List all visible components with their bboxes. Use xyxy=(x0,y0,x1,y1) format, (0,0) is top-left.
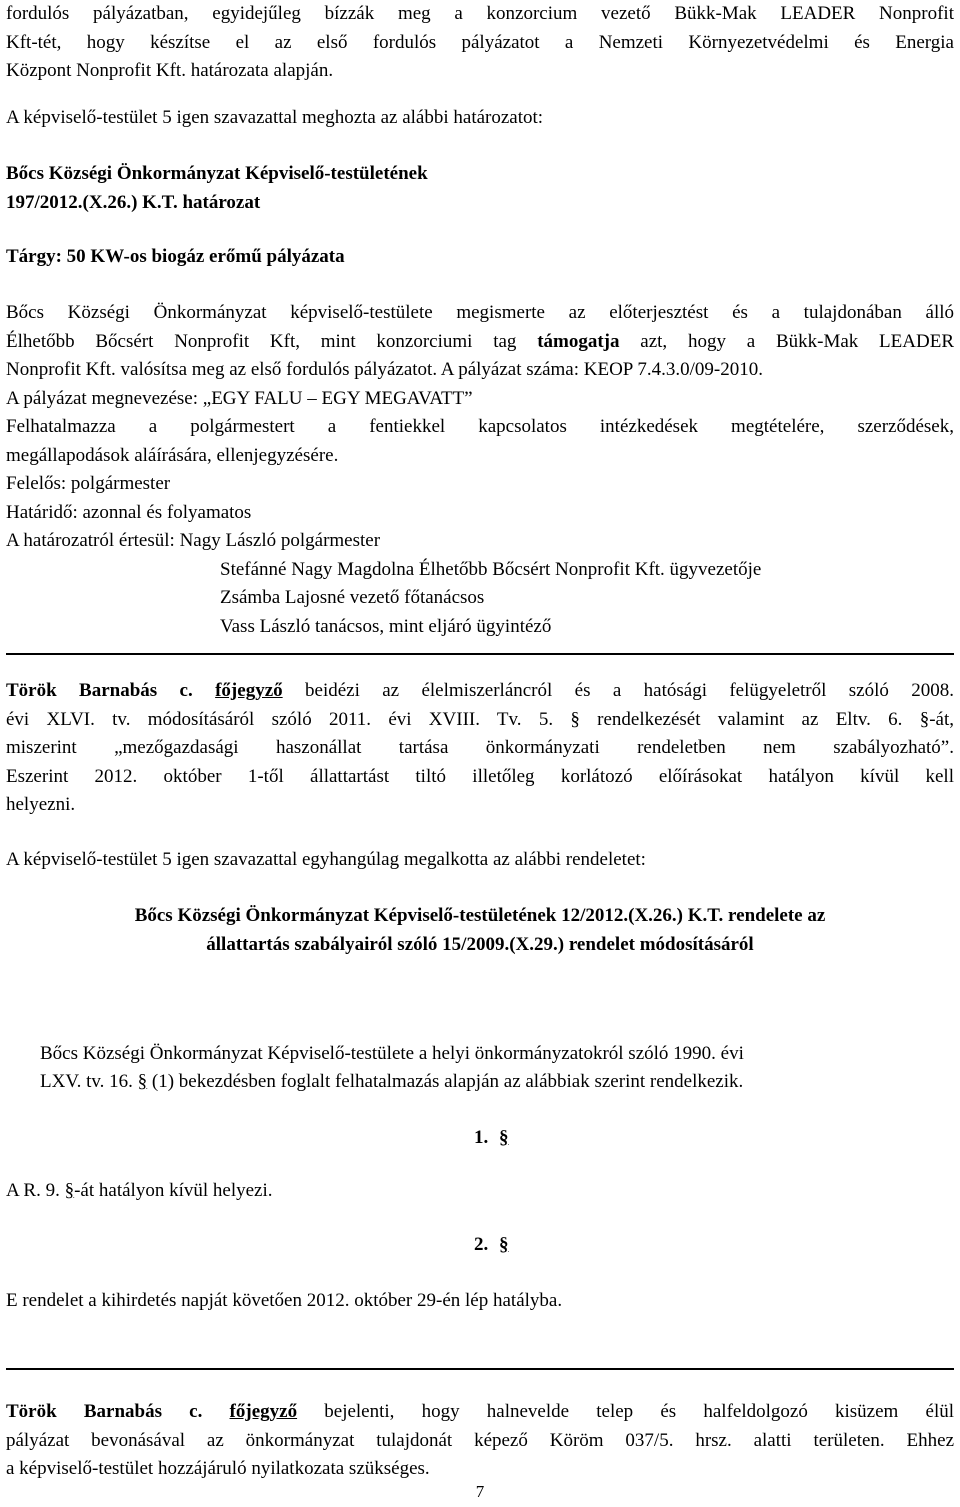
preamble-line-2 xyxy=(40,1068,743,1097)
preamble-line-2-c: (1) bekezdésben foglalt felhatalmazás alapján az alábbiak szerint rendelkezik. xyxy=(147,1071,744,1092)
page-number: 7 xyxy=(475,1482,485,1501)
notary-role: főjegyző xyxy=(229,1401,298,1422)
section-1-number: 1. xyxy=(474,1127,489,1148)
notary-line-2-a: évi XLVI. tv. módosításáról szóló 2011. évi XVIII. Tv. 5. xyxy=(6,708,571,730)
notary-line-1-text: beidézi az élelmiszerláncról és a hatósági felügyeletről szóló 2008. xyxy=(282,680,955,701)
preamble-line-1: Bőcs Községi Önkormányzat Képviselő-testülete a helyi önkormányzatokról szóló 1990. évi xyxy=(40,1043,744,1064)
fishery-line-1 xyxy=(6,1398,954,1427)
notified-name-3: Zsámba Lajosné vezető főtanácsos xyxy=(220,587,485,608)
intro-line-3: Központ Nonprofit Kft. határozata alapján. xyxy=(6,60,334,81)
section-2-heading xyxy=(474,1231,509,1260)
section-divider-1 xyxy=(6,653,954,655)
section-2-number: 2. xyxy=(474,1234,489,1255)
fishery-line-1-text: bejelenti, hogy halnevelde telep és halfeldolgozó kisüzem élül xyxy=(297,1401,954,1422)
section-sign: § xyxy=(570,708,580,730)
vote-statement-1: A képviselő-testület 5 igen szavazattal meghozta az alábbi határozatot: xyxy=(6,107,544,128)
body-line-5: Felhatalmazza a polgármestert a fentiekkel kapcsolatos intézkedések megtételére, szerződések, xyxy=(6,416,954,437)
section-divider-2 xyxy=(6,1368,954,1370)
notary-line-3: miszerint „mezőgazdasági haszonállat tartása önkormányzati rendeletben nem szabályozható”. xyxy=(6,737,954,758)
section-sign: § xyxy=(499,1234,509,1255)
intro-paragraph xyxy=(6,0,954,86)
notary-line-4: Eszerint 2012. október 1-től állattartást tiltó illetőleg korlátozó előírásokat hatályon kívül kell xyxy=(6,765,954,787)
deadline-line: Határidő: azonnal és folyamatos xyxy=(6,501,252,523)
resolution-title-line-1: Bőcs Községi Önkormányzat Képviselő-testületének xyxy=(6,163,428,184)
decree-title-line-2: állattartás szabályairól szóló 15/2009.(X.29.) rendelet módosításáról xyxy=(206,934,754,955)
intro-line-1: fordulós pályázatban, egyidejűleg bízzák meg a konzorcium vezető Bükk-Mak LEADER Nonprofit xyxy=(6,3,954,24)
resolution-title-line-2: 197/2012.(X.26.) K.T. határozat xyxy=(6,192,261,213)
notary-name: Török Barnabás c. xyxy=(6,680,193,701)
section-1-text xyxy=(6,1177,273,1206)
notary-line-5: helyezni. xyxy=(6,794,76,815)
preamble-line-2-a: LXV. tv. 16. xyxy=(40,1071,138,1092)
resolution-subject: Tárgy: 50 KW-os biogáz erőmű pályázata xyxy=(6,246,345,267)
vote-statement-2: A képviselő-testület 5 igen szavazattal egyhangúlag megalkotta az alábbi rendeletet: xyxy=(6,849,646,870)
notary-name: Török Barnabás c. xyxy=(6,1401,203,1422)
fishery-line-3: a képviselő-testület hozzájáruló nyilatkozata szükséges. xyxy=(6,1458,430,1479)
responsible-line: Felelős: polgármester xyxy=(6,473,171,494)
notary-report-paragraph xyxy=(6,677,954,820)
body-line-2 xyxy=(6,328,954,357)
section-sign: § xyxy=(919,708,930,730)
body-line-1: Bőcs Községi Önkormányzat képviselő-testülete megismerte az előterjesztést és a tulajdonában álló xyxy=(6,302,954,323)
support-keyword: támogatja xyxy=(537,330,620,352)
notary-line-1 xyxy=(6,677,954,706)
body-line-3: Nonprofit Kft. valósítsa meg az első fordulós pályázatot. A pályázat száma: KEOP 7.4.3.0/09-2010. xyxy=(6,359,764,380)
section-sign: § xyxy=(64,1180,75,1201)
notified-name-2: Stefánné Nagy Magdolna Élhetőbb Bőcsért Nonprofit Kft. ügyvezetője xyxy=(220,558,762,580)
fishery-line-2: pályázat bevonásával az önkormányzat tulajdonát képező Köröm 037/5. hrsz. alatti területen. Ehhez xyxy=(6,1429,954,1451)
notary-line-2 xyxy=(6,706,954,735)
notary-line-2-c: rendelkezését valamint az Eltv. 6. xyxy=(579,708,920,730)
section-1-text-c: -át hatályon kívül helyezi. xyxy=(74,1180,273,1201)
body-line-4: A pályázat megnevezése: „EGY FALU – EGY MEGAVATT” xyxy=(6,387,473,409)
section-sign: § xyxy=(137,1071,148,1092)
section-1-heading xyxy=(474,1124,509,1153)
section-1-text-a: A R. 9. xyxy=(6,1180,65,1201)
body-line-6: megállapodások aláírására, ellenjegyzésére. xyxy=(6,444,339,466)
section-sign: § xyxy=(499,1127,509,1148)
intro-line-2: Kft-tét, hogy készítse el az első fordulós pályázatot a Nemzeti Környezetvédelmi és Energia xyxy=(6,31,954,53)
decree-title-line-1: Bőcs Községi Önkormányzat Képviselő-testületének 12/2012.(X.26.) K.T. rendelete az xyxy=(134,905,826,926)
body-line-2-text: Élhetőbb Bőcsért Nonprofit Kft, mint konzorciumi tag xyxy=(6,330,538,352)
notified-name-4: Vass László tanácsos, mint eljáró ügyintéző xyxy=(220,615,552,637)
body-line-2-tail: azt, hogy a Bükk-Mak LEADER xyxy=(619,330,954,352)
section-2-text: E rendelet a kihirdetés napját követően 2012. október 29-én lép hatályba. xyxy=(6,1290,563,1311)
notary-role: főjegyző xyxy=(215,680,283,701)
notary-line-2-e: -át, xyxy=(929,708,954,730)
resolution-body xyxy=(6,299,954,641)
notified-line: A határozatról értesül: Nagy László polgármester xyxy=(6,530,381,551)
fishery-report-paragraph xyxy=(6,1398,954,1484)
